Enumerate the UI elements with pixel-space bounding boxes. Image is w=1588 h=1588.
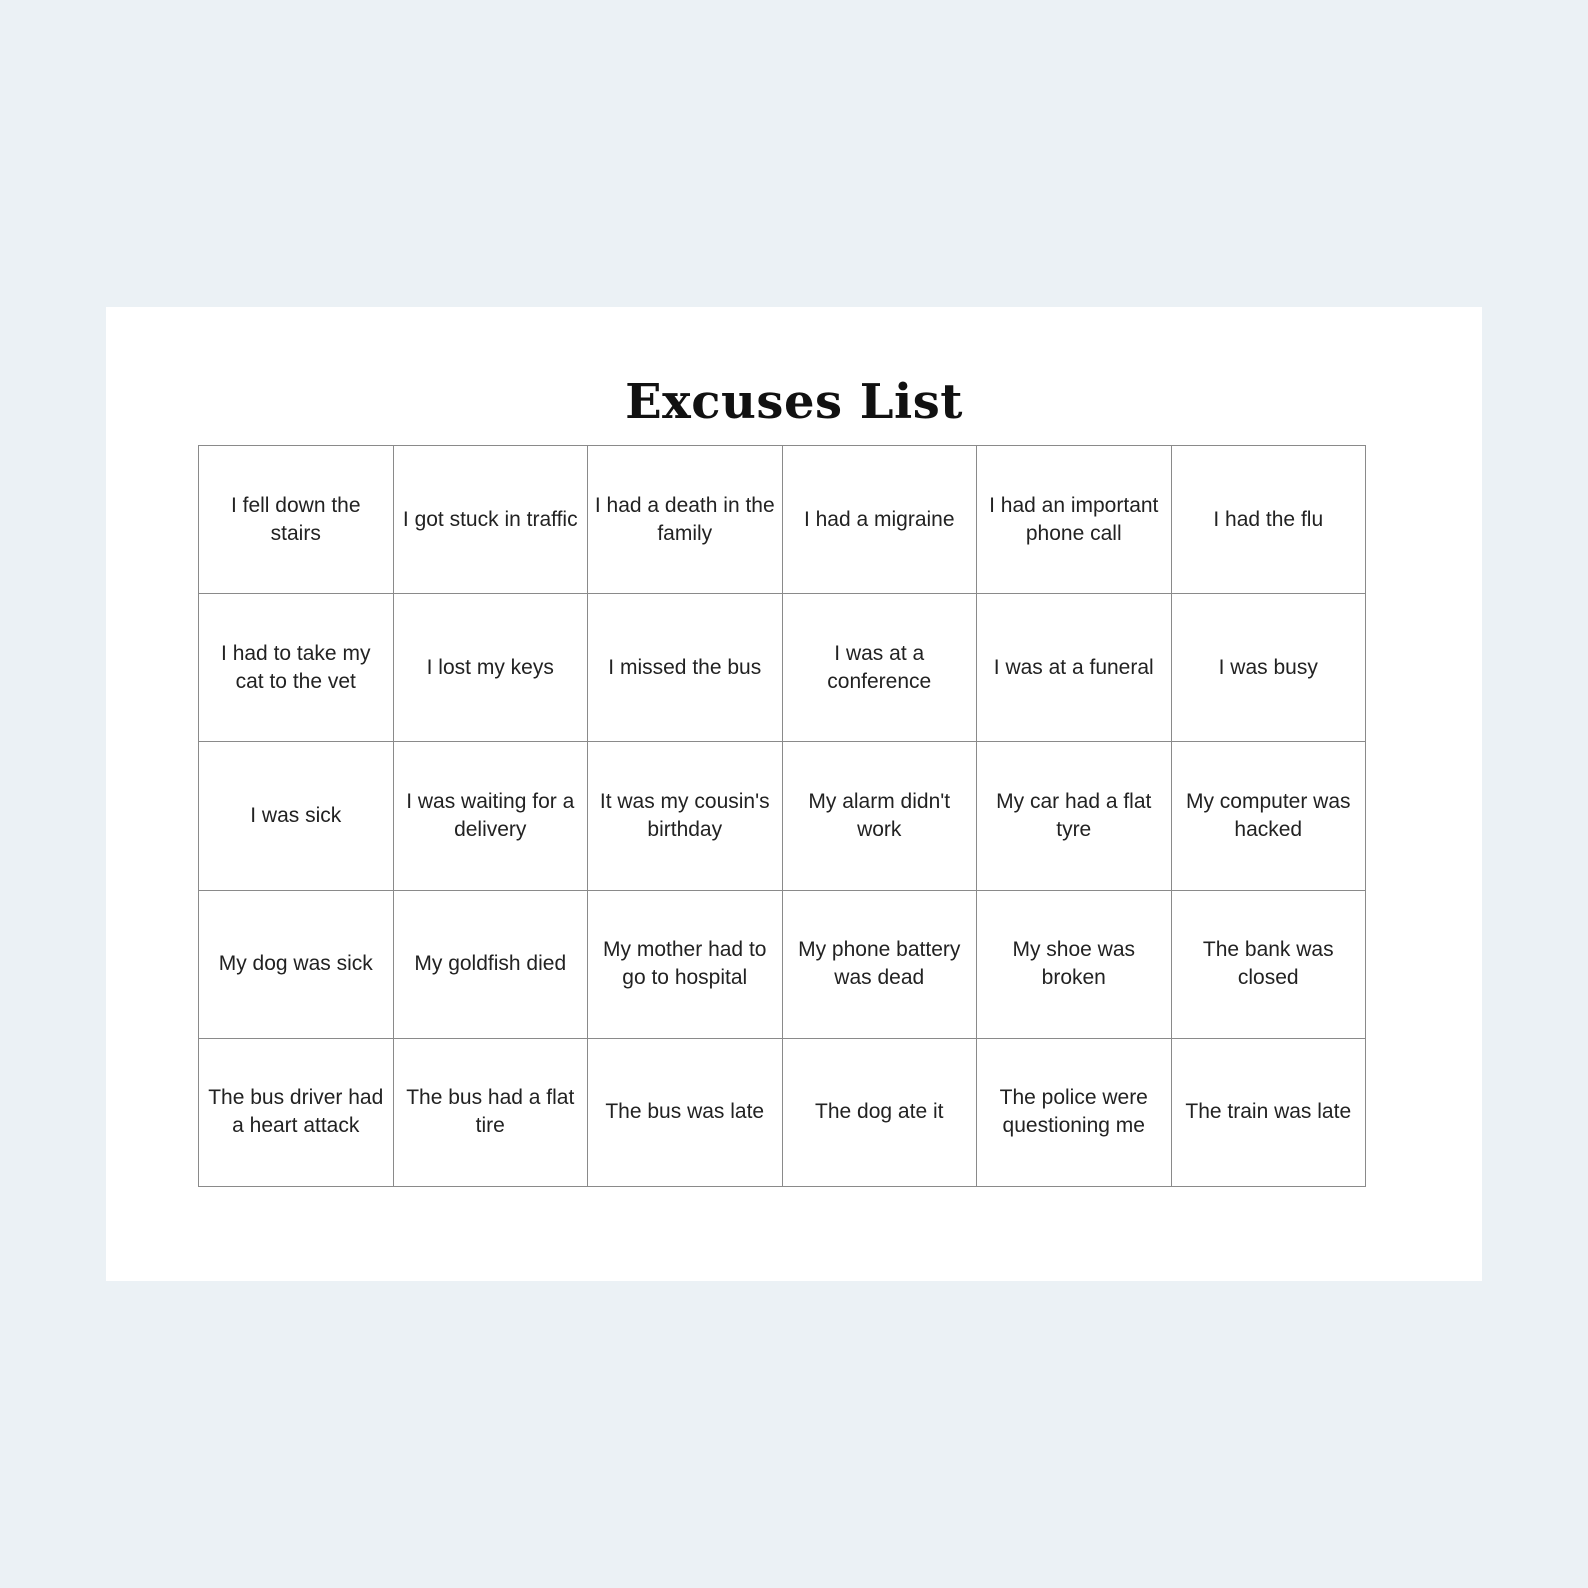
- excuse-cell: The bank was closed: [1171, 890, 1366, 1038]
- excuse-cell: I had a migraine: [782, 446, 977, 594]
- excuse-cell: I had to take my cat to the vet: [199, 594, 394, 742]
- excuse-cell: I had an important phone call: [977, 446, 1172, 594]
- grid-row: [199, 1038, 1366, 1186]
- excuse-cell: The bus was late: [588, 1038, 783, 1186]
- excuse-cell: My computer was hacked: [1171, 742, 1366, 890]
- excuse-cell: I got stuck in traffic: [393, 446, 588, 594]
- excuse-cell: I was sick: [199, 742, 394, 890]
- excuse-cell: I was waiting for a delivery: [393, 742, 588, 890]
- excuse-cell: The police were questioning me: [977, 1038, 1172, 1186]
- excuse-cell: I was at a funeral: [977, 594, 1172, 742]
- excuse-cell: I was at a conference: [782, 594, 977, 742]
- excuse-cell: My mother had to go to hospital: [588, 890, 783, 1038]
- page-title: Excuses List: [625, 374, 963, 430]
- excuse-cell: The bus had a flat tire: [393, 1038, 588, 1186]
- excuses-grid: [198, 445, 1366, 1187]
- grid-row: [199, 742, 1366, 890]
- excuse-cell: The bus driver had a heart attack: [199, 1038, 394, 1186]
- worksheet-page: [106, 307, 1482, 1281]
- excuse-cell: My alarm didn't work: [782, 742, 977, 890]
- excuse-cell: My dog was sick: [199, 890, 394, 1038]
- excuse-cell: My phone battery was dead: [782, 890, 977, 1038]
- excuse-cell: I was busy: [1171, 594, 1366, 742]
- excuse-cell: I had the flu: [1171, 446, 1366, 594]
- excuse-cell: I lost my keys: [393, 594, 588, 742]
- excuse-cell: My shoe was broken: [977, 890, 1172, 1038]
- grid-row: [199, 446, 1366, 594]
- excuse-cell: The dog ate it: [782, 1038, 977, 1186]
- excuse-cell: I fell down the stairs: [199, 446, 394, 594]
- excuse-cell: My goldfish died: [393, 890, 588, 1038]
- excuse-cell: The train was late: [1171, 1038, 1366, 1186]
- grid-row: [199, 594, 1366, 742]
- excuse-cell: I missed the bus: [588, 594, 783, 742]
- grid-row: [199, 890, 1366, 1038]
- excuse-cell: It was my cousin's birthday: [588, 742, 783, 890]
- excuse-cell: I had a death in the family: [588, 446, 783, 594]
- excuse-cell: My car had a flat tyre: [977, 742, 1172, 890]
